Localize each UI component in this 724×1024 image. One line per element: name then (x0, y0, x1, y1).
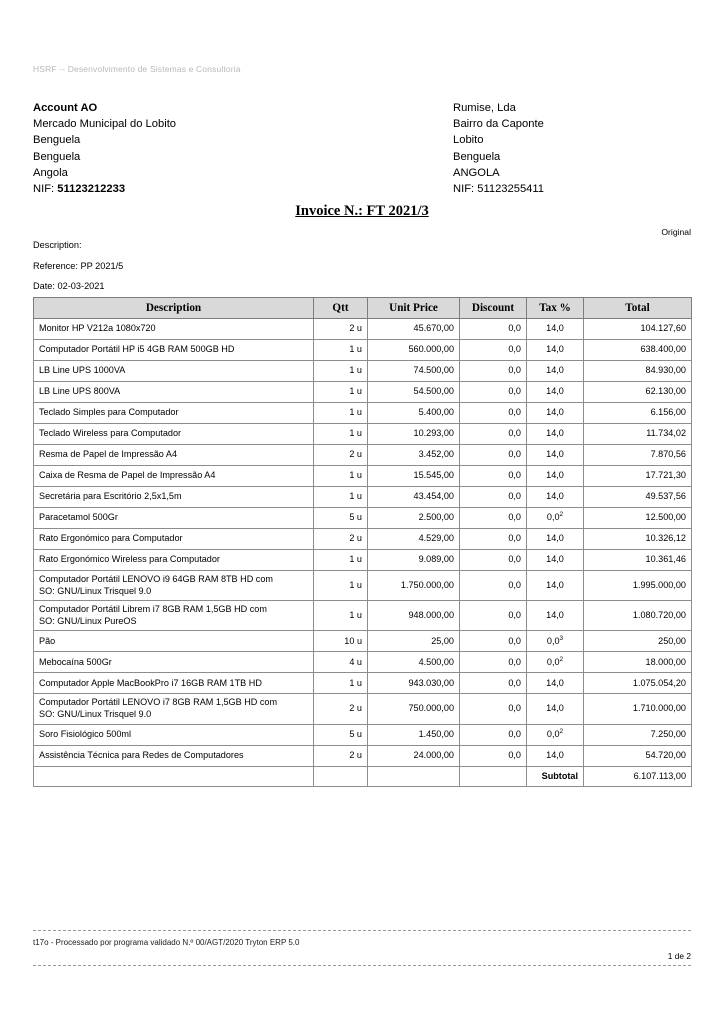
table-row (34, 340, 692, 361)
cell-qtt: 1 u (314, 403, 368, 424)
cell-description: Caixa de Resma de Papel de Impressão A4 (34, 466, 314, 487)
seller-nif-label: NIF: (33, 183, 55, 196)
cell-discount: 0,0 (460, 550, 527, 571)
cell-unit-price: 943.030,00 (368, 673, 460, 694)
cell-discount: 0,0 (460, 424, 527, 445)
cell-unit-price: 948.000,00 (368, 601, 460, 631)
cell-qtt: 1 u (314, 601, 368, 631)
cell-description: Computador Portátil LENOVO i7 8GB RAM 1,5GB HD com SO: GNU/Linux Trisquel 9.0 (34, 694, 314, 724)
footer-bottom-divider (33, 965, 691, 966)
reference-line: Reference: PP 2021/5 (33, 260, 124, 271)
table-row (34, 694, 692, 724)
subtotal-spacer-1 (34, 766, 314, 786)
buyer-country: ANGOLA (453, 166, 500, 179)
cell-qtt: 2 u (314, 745, 368, 766)
cell-total: 250,00 (584, 631, 692, 652)
cell-qtt: 5 u (314, 508, 368, 529)
cell-discount: 0,0 (460, 724, 527, 745)
cell-total: 7.870,56 (584, 445, 692, 466)
table-row (34, 361, 692, 382)
table-row (34, 529, 692, 550)
cell-description: LB Line UPS 800VA (34, 382, 314, 403)
page-indicator: 1 de 2 (667, 951, 691, 961)
cell-qtt: 1 u (314, 571, 368, 601)
date-line: Date: 02-03-2021 (33, 281, 105, 291)
cell-description: Soro Fisiológico 500ml (34, 724, 314, 745)
cell-tax: 14,0 (527, 424, 584, 445)
seller-nif (33, 181, 453, 197)
column-header-unit-price: Unit Price (368, 298, 460, 319)
cell-qtt: 1 u (314, 673, 368, 694)
cell-tax: 14,0 (527, 403, 584, 424)
cell-total: 6.156,00 (584, 403, 692, 424)
cell-description: Computador Apple MacBookPro i7 16GB RAM 1TB HD (34, 673, 314, 694)
invoice-meta-block (33, 240, 123, 302)
buyer-nif: NIF: 51123255411 (453, 183, 545, 196)
address-section (33, 100, 691, 197)
cell-discount: 0,0 (460, 652, 527, 673)
cell-discount: 0,0 (460, 745, 527, 766)
cell-tax: 14,0 (527, 319, 584, 340)
cell-unit-price: 25,00 (368, 631, 460, 652)
cell-discount: 0,0 (460, 445, 527, 466)
page-footer (33, 930, 691, 966)
seller-account-label: Account AO (33, 102, 98, 114)
cell-discount: 0,0 (460, 631, 527, 652)
cell-description: Teclado Simples para Computador (34, 403, 314, 424)
cell-discount: 0,0 (460, 508, 527, 529)
cell-description: Resma de Papel de Impressão A4 (34, 445, 314, 466)
description-line: Description: (33, 240, 82, 250)
cell-description: Computador Portátil Librem i7 8GB RAM 1,5GB HD com SO: GNU/Linux PureOS (34, 601, 314, 631)
cell-qtt: 5 u (314, 724, 368, 745)
cell-total: 17.721,30 (584, 466, 692, 487)
cell-tax: 14,0 (527, 340, 584, 361)
cell-discount: 0,0 (460, 673, 527, 694)
subtotal-spacer-4 (460, 766, 527, 786)
cell-unit-price: 15.545,00 (368, 466, 460, 487)
cell-tax: $0,0^2$ (527, 652, 584, 673)
cell-total: 7.250,00 (584, 724, 692, 745)
cell-discount: 0,0 (460, 319, 527, 340)
subtotal-row (34, 766, 692, 786)
cell-description: Rato Ergonómico para Computador (34, 529, 314, 550)
table-row (34, 319, 692, 340)
column-header-total: Total (584, 298, 692, 319)
cell-tax: 14,0 (527, 601, 584, 631)
table-header (34, 298, 692, 319)
table-row (34, 382, 692, 403)
cell-tax: $0,0^2$ (527, 724, 584, 745)
table-row (34, 571, 692, 601)
cell-qtt: 1 u (314, 361, 368, 382)
cell-total: 12.500,00 (584, 508, 692, 529)
cell-total: 10.361,46 (584, 550, 692, 571)
cell-tax: $0,0^3$ (527, 631, 584, 652)
buyer-address-line-1: Bairro da Caponte (453, 118, 544, 131)
table-row (34, 487, 692, 508)
cell-description: Teclado Wireless para Computador (34, 424, 314, 445)
cell-unit-price: 10.293,00 (368, 424, 460, 445)
cell-discount: 0,0 (460, 403, 527, 424)
table-header-row (34, 298, 692, 319)
tax-footnote-marker: 2 (559, 511, 564, 519)
seller-name: Mercado Municipal do Lobito (33, 118, 177, 131)
cell-tax: $0,0^2$ (527, 508, 584, 529)
copy-type-label: Original (661, 227, 691, 237)
table-row (34, 550, 692, 571)
cell-discount: 0,0 (460, 571, 527, 601)
column-header-tax: Tax % (527, 298, 584, 319)
cell-tax: 14,0 (527, 550, 584, 571)
cell-qtt: 1 u (314, 487, 368, 508)
cell-discount: 0,0 (460, 529, 527, 550)
subtotal-label: Subtotal (527, 766, 584, 786)
line-items-table-wrapper (33, 297, 691, 787)
subtotal-spacer-3 (368, 766, 460, 786)
cell-unit-price: 1.750.000,00 (368, 571, 460, 601)
cell-description-line-2: SO: GNU/Linux Trisquel 9.0 (39, 708, 152, 719)
table-row (34, 673, 692, 694)
cell-qtt: 1 u (314, 382, 368, 403)
cell-tax: 14,0 (527, 694, 584, 724)
cell-qtt: 10 u (314, 631, 368, 652)
cell-total: 1.995.000,00 (584, 571, 692, 601)
column-header-qtt: Qtt (314, 298, 368, 319)
cell-qtt: 2 u (314, 694, 368, 724)
tax-footnote-marker: 3 (559, 634, 564, 642)
cell-unit-price: 3.452,00 (368, 445, 460, 466)
cell-description-line-2: SO: GNU/Linux Trisquel 9.0 (39, 585, 152, 596)
cell-discount: 0,0 (460, 487, 527, 508)
cell-discount: 0,0 (460, 382, 527, 403)
table-row (34, 508, 692, 529)
table-row (34, 466, 692, 487)
buyer-address-block (453, 100, 691, 197)
tax-footnote-marker: 2 (559, 655, 564, 663)
cell-total: 1.075.054,20 (584, 673, 692, 694)
cell-description: Computador Portátil LENOVO i9 64GB RAM 8TB HD com SO: GNU/Linux Trisquel 9.0 (34, 571, 314, 601)
cell-unit-price: 750.000,00 (368, 694, 460, 724)
cell-tax: 14,0 (527, 571, 584, 601)
invoice-title: Invoice N.: FT 2021/3 (295, 203, 429, 219)
cell-unit-price: 1.450,00 (368, 724, 460, 745)
seller-country: Angola (33, 166, 68, 179)
cell-description: Paracetamol 500Gr (34, 508, 314, 529)
subtotal-spacer-2 (314, 766, 368, 786)
cell-discount: 0,0 (460, 340, 527, 361)
cell-qtt: 1 u (314, 424, 368, 445)
cell-description: LB Line UPS 1000VA (34, 361, 314, 382)
buyer-address-line-3: Benguela (453, 150, 501, 163)
cell-total: 638.400,00 (584, 340, 692, 361)
table-row (34, 724, 692, 745)
cell-tax: 14,0 (527, 745, 584, 766)
cell-discount: 0,0 (460, 694, 527, 724)
cell-description: Assistência Técnica para Redes de Computadores (34, 745, 314, 766)
seller-nif-value: 51123212233 (57, 183, 126, 196)
cell-qtt: 4 u (314, 652, 368, 673)
cell-unit-price: 45.670,00 (368, 319, 460, 340)
cell-qtt: 2 u (314, 319, 368, 340)
cell-unit-price: 4.529,00 (368, 529, 460, 550)
cell-description: Monitor HP V212a 1080x720 (34, 319, 314, 340)
footer-legal-text: t17o - Processado por programa validado N.º 00/AGT/2020 Tryton ERP 5.0 (33, 938, 300, 947)
cell-total: 10.326,12 (584, 529, 692, 550)
cell-total: 18.000,00 (584, 652, 692, 673)
table-row (34, 445, 692, 466)
cell-description: Pão (34, 631, 314, 652)
cell-total: 11.734,02 (584, 424, 692, 445)
cell-unit-price: 5.400,00 (368, 403, 460, 424)
cell-tax: 14,0 (527, 529, 584, 550)
cell-tax: 14,0 (527, 361, 584, 382)
cell-description: Rato Ergonómico Wireless para Computador (34, 550, 314, 571)
cell-total: 1.710.000,00 (584, 694, 692, 724)
cell-tax: 14,0 (527, 382, 584, 403)
cell-discount: 0,0 (460, 466, 527, 487)
line-items-table (33, 297, 692, 787)
cell-total: 49.537,56 (584, 487, 692, 508)
table-row (34, 601, 692, 631)
column-header-description: Description (34, 298, 314, 319)
cell-total: 62.130,00 (584, 382, 692, 403)
table-body (34, 319, 692, 767)
buyer-name: Rumise, Lda (453, 102, 516, 114)
cell-tax: 14,0 (527, 445, 584, 466)
cell-qtt: 2 u (314, 445, 368, 466)
cell-description: Mebocaína 500Gr (34, 652, 314, 673)
cell-unit-price: 9.089,00 (368, 550, 460, 571)
cell-qtt: 1 u (314, 550, 368, 571)
cell-unit-price: 54.500,00 (368, 382, 460, 403)
cell-total: 84.930,00 (584, 361, 692, 382)
cell-unit-price: 2.500,00 (368, 508, 460, 529)
cell-tax: 14,0 (527, 673, 584, 694)
cell-unit-price: 24.000,00 (368, 745, 460, 766)
table-row (34, 652, 692, 673)
company-header-line: HSRF -- Desenvolvimento de Sistemas e Consultoria (33, 64, 241, 74)
seller-address-block (33, 100, 453, 197)
cell-description-line-2: SO: GNU/Linux PureOS (39, 615, 137, 626)
cell-unit-price: 43.454,00 (368, 487, 460, 508)
cell-total: 54.720,00 (584, 745, 692, 766)
cell-discount: 0,0 (460, 601, 527, 631)
cell-unit-price: 4.500,00 (368, 652, 460, 673)
cell-discount: 0,0 (460, 361, 527, 382)
cell-unit-price: 560.000,00 (368, 340, 460, 361)
table-row (34, 745, 692, 766)
cell-qtt: 1 u (314, 466, 368, 487)
subtotal-value: 6.107.113,00 (584, 766, 692, 786)
seller-address-line-2: Benguela (33, 150, 81, 163)
cell-qtt: 2 u (314, 529, 368, 550)
cell-tax: 14,0 (527, 487, 584, 508)
table-row (34, 403, 692, 424)
table-row (34, 631, 692, 652)
column-header-discount: Discount (460, 298, 527, 319)
footer-content (33, 931, 691, 965)
cell-total: 1.080.720,00 (584, 601, 692, 631)
cell-tax: 14,0 (527, 466, 584, 487)
cell-total: 104.127,60 (584, 319, 692, 340)
table-footer (34, 766, 692, 786)
cell-unit-price: 74.500,00 (368, 361, 460, 382)
seller-address-line-1: Benguela (33, 134, 81, 147)
cell-description: Secretária para Escritório 2,5x1,5m (34, 487, 314, 508)
table-row (34, 424, 692, 445)
tax-footnote-marker: 2 (559, 727, 564, 735)
cell-qtt: 1 u (314, 340, 368, 361)
buyer-address-line-2: Lobito (453, 134, 484, 147)
cell-description: Computador Portátil HP i5 4GB RAM 500GB HD (34, 340, 314, 361)
